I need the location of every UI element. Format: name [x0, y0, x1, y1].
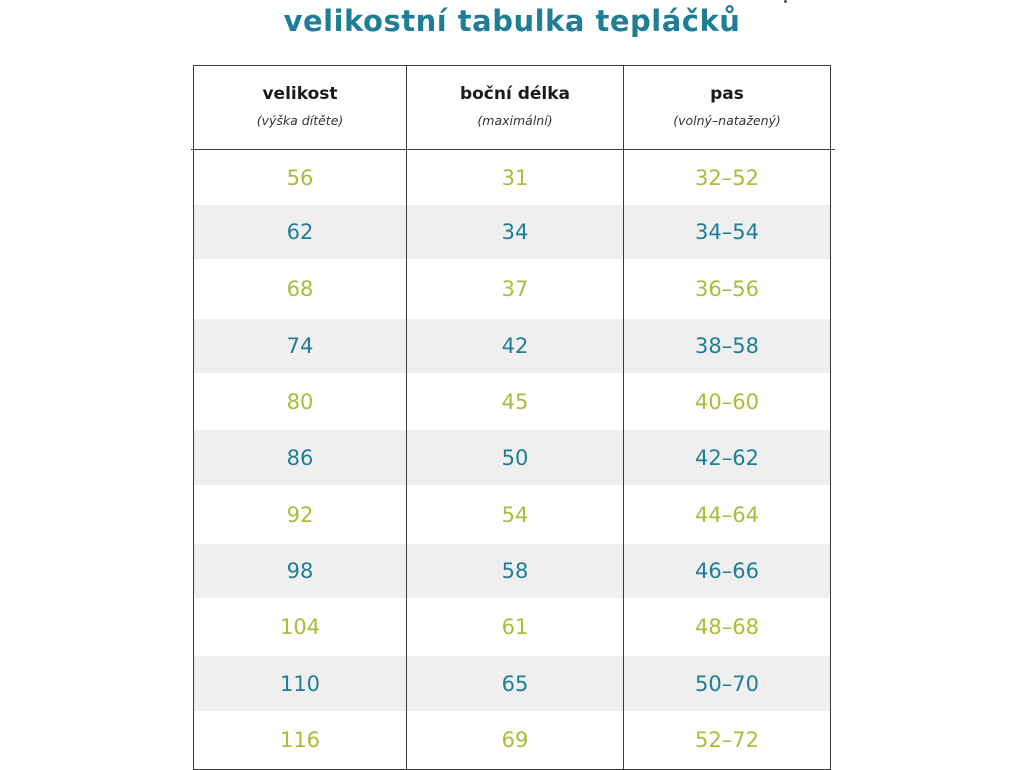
size-cell: 86: [286, 445, 314, 470]
size-cell: 116: [279, 728, 321, 752]
size-cell: 74: [286, 334, 314, 358]
size-cell: 104: [279, 615, 321, 639]
waist-cell: 44–64: [695, 502, 759, 527]
size-table: [193, 65, 831, 770]
stray-dot: [784, 0, 787, 3]
column-divider: [623, 66, 624, 769]
side-length-cell: 34: [501, 220, 529, 244]
table-row: [194, 598, 830, 656]
size-cell: 80: [286, 389, 314, 414]
waist-cell: 40–60: [695, 389, 759, 414]
column-divider: [406, 66, 407, 769]
side-length-cell: 58: [501, 559, 529, 583]
side-length-cell: 42: [501, 334, 529, 358]
header-title-side-length: boční délka: [459, 84, 571, 104]
table-row: [194, 205, 830, 259]
side-length-cell: 31: [501, 165, 529, 190]
side-length-cell: 65: [501, 671, 529, 696]
table-row: [194, 485, 830, 544]
header-cell-side-length: [407, 66, 623, 150]
size-cell: 98: [286, 559, 314, 583]
header-subtitle-side-length: (maximální): [477, 113, 553, 128]
waist-cell: 36–56: [695, 277, 759, 301]
size-cell: 68: [286, 277, 314, 301]
page-title: velikostní tabulka tepláčků: [283, 4, 741, 38]
side-length-cell: 61: [501, 615, 529, 639]
table-row: [194, 430, 830, 485]
table-row: [194, 373, 830, 430]
size-cell: 62: [286, 220, 314, 244]
header-cell-waist: [624, 66, 830, 150]
header-subtitle-waist: (volný–natažený): [673, 113, 781, 128]
waist-cell: 48–68: [695, 615, 759, 639]
header-cell-size: [194, 66, 406, 150]
waist-cell: 38–58: [695, 334, 759, 358]
side-length-cell: 69: [501, 728, 529, 752]
waist-cell: 42–62: [695, 445, 759, 470]
size-cell: 92: [286, 502, 314, 527]
side-length-cell: 54: [501, 502, 529, 527]
waist-cell: 32–52: [695, 165, 759, 190]
side-length-cell: 37: [501, 277, 529, 301]
size-cell: 110: [279, 671, 321, 696]
table-row: [194, 656, 830, 711]
waist-cell: 46–66: [695, 559, 759, 583]
side-length-cell: 45: [501, 389, 529, 414]
header-subtitle-size: (výška dítěte): [256, 113, 344, 128]
side-length-cell: 50: [501, 445, 529, 470]
waist-cell: 50–70: [695, 671, 759, 696]
waist-cell: 34–54: [695, 220, 759, 244]
table-row: [194, 150, 830, 205]
table-header: [194, 66, 830, 150]
table-row: [194, 259, 830, 319]
table-row: [194, 544, 830, 598]
size-cell: 56: [286, 165, 314, 190]
table-row: [194, 319, 830, 373]
header-title-size: velikost: [262, 84, 338, 104]
table-row: [194, 711, 830, 769]
header-title-waist: pas: [710, 84, 744, 104]
waist-cell: 52–72: [695, 728, 759, 752]
